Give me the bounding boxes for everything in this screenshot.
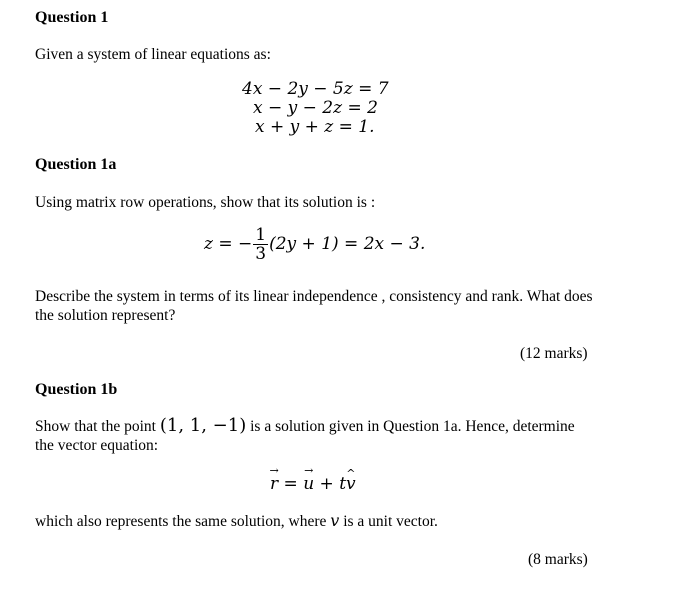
question-1b-text-after: is a solution given in Question 1a. Hence, determine the vector equation: (35, 418, 575, 454)
question-1b-marks: (8 marks) (528, 551, 588, 568)
closing-text-after: is a unit vector. (343, 513, 438, 530)
unit-vector-v: ^ v (346, 474, 356, 494)
vector-r: → r (270, 474, 278, 494)
question-1a-instruction: Using matrix row operations, show that its solution is : (35, 194, 376, 211)
question-1b-closing (35, 511, 438, 531)
fraction-one-third (253, 226, 268, 263)
fraction-numerator: 1 (255, 225, 267, 245)
vector-plus-t: + t (314, 474, 347, 494)
vector-u: → u (303, 474, 314, 494)
question-1a-heading: Question 1a (35, 156, 117, 173)
vector-equation (270, 474, 356, 494)
question-1a-marks: (12 marks) (520, 345, 588, 362)
closing-variable-v: v (330, 511, 340, 530)
question-1b-heading: Question 1b (35, 381, 118, 398)
question-1b-paragraph (35, 416, 595, 455)
equation-line-1: 4x − 2y − 5z = 7 (242, 79, 389, 99)
solution-rhs: (2y + 1) = 2x − 3. (269, 234, 426, 254)
fraction-denominator: 3 (255, 244, 267, 264)
vector-equals: = (278, 474, 304, 494)
question-1a-describe: Describe the system in terms of its linear independence , consistency and rank. What does the solution represent? (35, 288, 593, 324)
question-1-heading: Question 1 (35, 9, 109, 26)
solution-equation (204, 226, 425, 263)
closing-text-before: which also represents the same solution, where (35, 513, 327, 530)
equation-line-3: x + y + z = 1. (255, 117, 375, 137)
solution-lhs: z = − (204, 234, 253, 254)
equation-line-2: x − y − 2z = 2 (253, 98, 378, 118)
question-1b-text-before: Show that the point (35, 418, 156, 435)
point-coordinates: (1, 1, −1) (159, 415, 247, 436)
question-1-intro: Given a system of linear equations as: (35, 46, 271, 63)
